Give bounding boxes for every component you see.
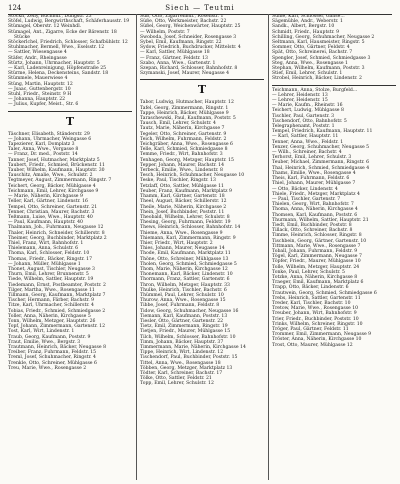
directory-entry: Tillmann, Georg, Kaufmann, Marktplatz 7 — [8, 292, 106, 298]
directory-entry: Traub, Georg, Kaufmann, Poststr. 9 — [8, 334, 91, 340]
directory-entry: Timm, Johann, Bäcker, Hauptstr. 37 — [140, 339, 224, 345]
directory-entry: — Karl, Sattler, Hauptstr. 11 — [272, 134, 339, 140]
directory-entry: Tempel, Friedrich, Kaufmann, Hauptstr. 11 — [272, 129, 373, 135]
directory-entry: — Franz, Gärtner, Feldstr. 13 — [140, 55, 208, 61]
directory-entry: Tischler, Paul, Gartenstr. 3 — [272, 113, 335, 119]
directory-entry: Tafel, Georg, Zimmermann, Ringstr. 1 — [140, 105, 229, 111]
directory-entry: Tillack, Otto, Schreiner, Bachstr. 8 — [272, 228, 353, 234]
directory-entry: Taubert, Friedr., Schmied, Brückenstr. 11 — [8, 162, 105, 168]
directory-entry: Swoboda, Josef, Schneider, Rosengasse 3 — [140, 34, 237, 40]
directory-entry: Tiede, Wilhelm, Sattler, Hauptstr. 19 — [8, 277, 94, 283]
directory-entry: Telegraphenamt, Poststr. 1 — [272, 124, 335, 130]
directory-entry: Szabo, Anna, Wwe., Gartenstr. 1 — [140, 60, 216, 66]
directory-entry: — Julius, Kupfer, Meist., Str. 6 — [8, 102, 79, 108]
directory-entry: Temme, Friedr., Wirt, Bahnhofstr. 3 — [140, 152, 223, 158]
directory-entry: Schmidt, Friedr., Hauptstr. 9 — [272, 29, 340, 35]
directory-entry: Thöne, Otto, Schreiner, Mühlgasse 13 — [140, 256, 229, 262]
directory-entry: Tiemann, Karl, Kaufmann, Poststr. 13 — [140, 313, 228, 319]
column-left — [8, 14, 132, 480]
directory-entry: Thonet, August, Tischler, Neugasse 3 — [8, 266, 95, 272]
directory-entry: Tischendorf, Otto, Bahnhofstr. 5 — [272, 118, 347, 124]
directory-entry: Thulke, Heinrich, Tischler, Bachstr. 6 — [140, 287, 227, 293]
directory-entry: — Johann, Uhrmacher, Weingasse 6 — [8, 136, 92, 142]
directory-entry: Terhorst, Emil, Lehrer, Schulstr. 3 — [272, 155, 352, 161]
directory-entry: Trier, Friedr., Buchbinder, Poststr. 10 — [272, 316, 359, 322]
directory-entry: Tapezierer, Karl, Domplatz 3 — [8, 142, 75, 148]
directory-entry: Tidow, Georg, Schuhmacher, Neugasse 16 — [140, 308, 239, 314]
directory-entry: Stürtz, Johann, Uhrmacher, Hauptstr. 5 — [8, 60, 100, 66]
directory-entry: Sandk., Albert, Bergstr. 10 — [272, 24, 335, 30]
directory-entry: Tabor, Ludwig, Hutmacher, Hauptstr. 12 — [140, 100, 234, 106]
directory-entry: — Paul, Kaufmann, Hauptstr. 40 — [8, 220, 83, 226]
directory-entry: Teßmann, Luise, Wwe., Hauptstr. 40 — [8, 214, 93, 220]
running-head — [8, 2, 392, 14]
directory-entry: Treder, Karl, Tischler, Bachstr. 10 — [272, 300, 351, 306]
directory-entry: Tödter, Karl, Schreiner, Bachstr. 17 — [140, 371, 223, 376]
directory-entry: Sydow, Friedrich, Buchdrucker, Mittelstr. 4 — [140, 45, 241, 51]
directory-entry: Tenhagen, Georg, Metzger, Hauptstr. 15 — [140, 157, 234, 163]
directory-entry: Tibbe, Josef, Fuhrmann, Feldstr. 8 — [140, 303, 220, 309]
directory-entry: — Lehrer, Heidenstr. 15 — [272, 98, 328, 104]
directory-entry: Thormann, Franz, Sattler, Gartenstr. 6 — [140, 277, 230, 283]
directory-entry: Thews, Heinrich, Schlosser, Bahnhofstr. 14 — [140, 225, 241, 231]
directory-entry: Treiber, Franz, Fuhrmann, Feldstr. 15 — [8, 350, 97, 356]
directory-entry: — Otto, Bäcker, Lindenstr. 4 — [272, 186, 338, 192]
directory-entry: Thieme, Anna, Wwe., Rosengasse 9 — [140, 230, 223, 236]
directory-entry: Tischendorf, Paul, Buchbinder, Poststr. 15 — [140, 355, 238, 361]
directory-entry: Taraschewski, Paul, Kaufmann, Poststr. 5 — [140, 116, 236, 122]
column-middle — [140, 14, 264, 480]
directory-entry: Tiedemann, Ernst, Postbeamter, Poststr. 2 — [8, 282, 106, 288]
directory-entry: — Marie, Kaufm., Rheinstr. 16 — [272, 103, 343, 109]
directory-entry: Tost, Karl, Wirt, Lindenstr. 1 — [8, 329, 75, 335]
directory-entry: Thiel, Johann, Maurer, Mühlgasse 7 — [272, 181, 356, 187]
directory-entry: Süße, Otto, Werkmeister, Bachstr. 22 — [140, 19, 227, 25]
directory-entry: Thalmann, Joh., Fuhrmann, Neugasse 12 — [8, 225, 104, 231]
directory-entry: Tietz, Emil, Zimmermann, Ringstr. 19 — [140, 324, 228, 330]
directory-entry: Theel, August, Bäcker, Schillerstr. 12 — [140, 199, 227, 205]
section-rule — [272, 85, 396, 86]
directory-entry: Thron, Wilhelm, Metzger, Hauptstr. 33 — [140, 282, 230, 288]
directory-entry: Thoma, Anna, Näherin, Kirchgasse 4 — [272, 207, 358, 213]
directory-entry: Taler, Anna, Wwe., Vorgasse 8 — [8, 147, 79, 153]
directory-entry: — Karl, Sattler, Mühlgasse 18 — [140, 50, 210, 56]
directory-entry: Theimer, Georg, Buchbinder, Marktplatz 2 — [8, 235, 107, 241]
directory-entry: Timme, Heinrich, Schlosser, Ringstr. 8 — [272, 233, 362, 239]
directory-entry: — Jsaac, Guttenbergstr. 10 — [8, 86, 71, 92]
column-divider — [268, 14, 269, 480]
directory-entry: — Paul, Tischler, Gartenstr. 7 — [272, 196, 341, 202]
directory-entry: Thode, Emil, Kaufmann, Marktplatz 11 — [140, 251, 231, 257]
directory-entry: Többen, Georg, Metzger, Marktplatz 13 — [140, 365, 233, 371]
directory-entry: Thiel, Franz, Wirt, Bahnhofstr. 1 — [8, 240, 84, 246]
directory-entry: Tretow, Marie, Wwe., Rosengasse 10 — [272, 306, 359, 312]
directory-entry: — Wilhelm, Poststr. 7 — [140, 29, 190, 35]
directory-entry: Tilger, Martha, Wwe., Rosengasse 11 — [8, 287, 95, 293]
directory-entry: Thal, Heinrich, Schmied, Schmiedgasse 4 — [272, 165, 370, 171]
directory-entry: Stuhlmacher, Bermell, Wwe., Eselsstr. 12 — [8, 45, 105, 51]
directory-entry: Thielen, Georg, Wirt, Bahnhofstr. 7 — [272, 202, 354, 208]
directory-entry: Tenner, Anna, Wwe., Feldstr. 1 — [272, 139, 344, 145]
section-letter: T — [65, 114, 75, 128]
directory-entry: Theobald, Wilhelm, Lehrer, Schulstr. 8 — [140, 214, 230, 220]
directory-entry: Trommer, Emil, Zimmermann, Neugasse 9 — [272, 332, 372, 338]
directory-entry: Treu, Marie, Wwe., Rosengasse 2 — [8, 365, 87, 371]
directory-entry: Thier, Friedr., Wirt, Hauptstr. 2 — [140, 240, 213, 246]
directory-entry: Teichgräber, Anna, Wwe., Rosengasse 6 — [140, 142, 233, 148]
directory-entry: Timmermann, Marie, Näherin, Kirchgasse 14 — [140, 344, 246, 350]
directory-entry: Tautz, Marie, Näherin, Kirchgasse 7 — [140, 126, 225, 132]
directory-entry: Tonke, Paul, Lehrer, Schulstr. 5 — [272, 269, 345, 275]
directory-entry: Tanner, Josef, Hutmacher, Marktplatz 5 — [8, 157, 100, 163]
directory-entry: Telle, Karl, Schmied, Schmiedgasse 8 — [140, 147, 228, 153]
directory-entry: Tögel, Karl, Zimmermann, Neugasse 7 — [272, 254, 362, 260]
directory-entry: — Sattler, Wiesengasse 4 — [8, 50, 67, 56]
directory-entry: Sybel, Emil, Kaufmann, Ringstr. 22 — [140, 40, 222, 46]
directory-entry: Tenner, Christian, Maurer, Bachstr. 3 — [8, 209, 95, 215]
directory-entry: Stuhl, Friedr., Steinstr. 9 H — [8, 92, 72, 98]
directory-entry: Thoma, Karl, Schlosser, Feldstr. 10 — [8, 251, 90, 257]
directory-entry: Treml, Josef, Schuhmacher, Ringstr. 4 — [8, 355, 96, 361]
directory-entry: Trautmann, Heinrich, Bäcker, Neugasse 8 — [8, 344, 106, 350]
directory-entry: Teske, Paul, Tischler, Ringstr. 13 — [140, 178, 216, 184]
directory-entry: Stöfel, Ludwig, Bergwirthschaft, Schäferhausstr. 19 — [8, 19, 130, 25]
directory-entry: Tröster, Anna, Näherin, Kirchgasse 10 — [272, 337, 362, 343]
directory-entry: Thomas, Friedr., Bäcker, Ringstr. 17 — [8, 256, 93, 262]
directory-entry: — Marie, Näherin, Kirchgasse 9 — [8, 194, 83, 200]
directory-entry: Tischer, Hermann, Färber, Bachstr. 9 — [8, 298, 95, 304]
directory-entry: — Wilh., Schreiner, Bachstr. 4 — [272, 150, 342, 156]
directory-entry: Theile, Marie, Näherin, Kirchgasse 2 — [140, 204, 227, 210]
directory-entry: Teller, Karl, Gärtner, Lindenstr. 16 — [8, 199, 88, 205]
page-number: 124 — [8, 4, 22, 12]
directory-entry: Toller, Anna, Näherin, Kirchgasse 5 — [8, 313, 91, 319]
directory-entry: Stöckh, Zelly, Buchhdl., Düngstr. 23 — [8, 14, 92, 19]
directory-entry: Trapp, Otto, Bäcker, Lindenstr. 6 — [272, 285, 349, 291]
directory-entry: Tittmann, Marie, Wwe., Rosengasse 7 — [272, 243, 361, 249]
directory-entry: Tröger, Paul, Gärtner, Feldstr. 11 — [272, 326, 349, 332]
directory-entry: Seltmann, Karl, Hausmeister, Ringstr. 5 — [272, 40, 365, 46]
directory-entry: Tolle, Wilhelm, Metzger, Hauptstr. 24 — [272, 264, 360, 270]
directory-entry: Stümagel, Oberstr. 12 Weinhdl. — [8, 24, 82, 30]
directory-entry: — Lehrer, Heidenstr. 13 — [272, 92, 328, 98]
directory-entry: Töpfer, Friedr., Maurer, Mühlgasse 10 — [272, 259, 361, 265]
directory-entry: Thom, Marie, Näherin, Kirchgasse 12 — [140, 266, 228, 272]
section-rule — [8, 111, 132, 112]
directory-entry: Tenzer, Georg, Schuhmacher, Neugasse 5 — [272, 144, 370, 150]
directory-entry: Terbeck, Emilie, Wwe., Lindenstr. 8 — [140, 168, 223, 174]
directory-entry: Teich, Wilhelm, Fuhrmann, Feldstr. 2 — [140, 136, 227, 142]
section-rule — [140, 79, 264, 80]
directory-entry: Thies, Johann, Maurer, Neugasse 14 — [140, 246, 225, 252]
directory-entry: Thielemann, Anna, Schulstr. 6 — [8, 246, 79, 252]
directory-entry: Steg, Anna, Wwe., Rosengasse 1 — [272, 60, 348, 66]
directory-entry: Thiemann, Karl, Zimmermann, Ringstr. 9 — [140, 235, 236, 241]
directory-entry: Spät, Otto, Schreinerei, Bachstr. 7 — [272, 50, 353, 56]
directory-entry: Süß, Otto, Zigarrenhdl., Rosenstr. 1 — [140, 14, 224, 19]
directory-entry: Teuber, Franz, Kaufmann, Marktplatz 9 — [140, 188, 232, 194]
directory-entry: Thamm, Karl, Gärtner, Gartenstr. 18 — [140, 194, 225, 200]
directory-entry: — Franz, Dr. med., Poststr. 14 — [8, 152, 78, 158]
directory-entry: Tobias, Friedr., Schmied, Schmiedgasse 2 — [8, 308, 106, 314]
directory-entry: Treuber, Johann, Wirt, Bahnhofstr. 9 — [272, 311, 357, 317]
directory-entry: Trost, Otto, Maurer, Mühlgasse 12 — [272, 342, 353, 348]
directory-entry: Tölke, Otto, Sattler, Feldstr. 21 — [140, 376, 212, 382]
directory-entry: Topf, Johann, Zimmermann, Gartenstr. 12 — [8, 324, 106, 330]
directory-entry: Tepper, Johann, Maurer, Bachstr. 14 — [140, 162, 225, 168]
directory-entry: Tischbein, Georg, Gärtner, Gartenstr. 10 — [272, 238, 367, 244]
directory-entry: Süßel, Georg, Weichenwärter, Hauptstr. 25 — [140, 24, 241, 30]
column-right — [272, 14, 396, 480]
directory-entry: — Karl, Ladenreinigung, Höpfenstraße 25 — [8, 66, 107, 72]
directory-entry: Trenkle, Otto, Schreiner, Mühlgasse 6 — [8, 360, 97, 366]
directory-entry: Thein, Josef, Buchbinder, Poststr. 11 — [140, 209, 225, 215]
directory-entry: Tesch, Heinrich, Schuhmacher, Neugasse 10 — [140, 173, 245, 179]
directory-entry: Tauschitz, Amalie, Wwe., Schulstr. 2 — [8, 173, 93, 179]
directory-entry: Stümagel, Ant., Zigarre, Ecke der Bärenstr. 18 Stücke — [8, 29, 117, 40]
directory-entry: Tempel, Otto, Schreiner, Gartenstr. 21 — [8, 204, 98, 210]
directory-entry: Trinks, Wilhelm, Schreiner, Ringstr. 10 — [272, 321, 363, 327]
directory-entry: Stephan, Wilhelm, Kaufmann, Poststr. 3 — [272, 66, 365, 72]
directory-entry: Stief, Emil, Lehrer, Schulstr. 1 — [272, 71, 343, 77]
directory-entry: Thurn, Emil, Lehrer, Brunnenstr. 5 — [8, 272, 89, 278]
directory-entry: Thesing, Georg, Fuhrmann, Feldstr. 19 — [140, 220, 231, 226]
directory-entry: Tittel, Anna, Wwe., Rosengasse 18 — [140, 360, 221, 366]
directory-entry: Traeger, Emil, Kaufmann, Marktplatz 6 — [272, 280, 364, 286]
directory-entry: Stümmele, Mauerwiese 4 — [8, 76, 68, 82]
directory-entry: Tappe, Heinrich, Bäcker, Mühlgasse 9 — [140, 110, 229, 116]
directory-entry: Thurmann, Wilhelm, Sattler, Hauptstr. 21 — [272, 217, 369, 223]
directory-entry: Suhle, Karl, Schlosser, Gänse... — [272, 14, 345, 19]
directory-entry: Traut, Emilie, Wwe., Bergstr. 3 — [8, 339, 81, 345]
directory-entry: Szymanski, Josef, Maurer, Neugasse 4 — [140, 71, 230, 77]
directory-entry: Teichmann, Emil, Lehrer, Kirchgasse 9 — [8, 188, 99, 194]
directory-entry: Tegtmeyer, August, Zimmermann, Ringstr. 7 — [8, 178, 112, 184]
directory-entry: Stöckerlchel, Friedrich, Schlosser, Schafbühlstr. 12 — [8, 40, 128, 46]
directory-entry: Stüng, Martin, Hauptstr. 12 — [8, 81, 73, 87]
directory-entry: Stürme, Helena, Deckensteins, Sandstr. 18 — [8, 71, 109, 77]
directory-entry: Toball, Johann, Fuhrmann, Feldstr. 9 — [272, 248, 358, 254]
directory-entry: — Johanna, Hauptstr. 22 — [8, 97, 66, 103]
directory-entry: Thurow, Anna, Wwe., Rosengasse 15 — [140, 298, 226, 304]
directory-entry: — Johann, Müller, Mühlgasse 1 — [8, 261, 81, 267]
section-letter: T — [197, 83, 207, 97]
directory-entry: Thomsen, Karl, Kaufmann, Poststr. 6 — [272, 212, 358, 218]
directory-entry: Teichmann, Anna, Stolze, Burgfeld... — [272, 87, 358, 93]
directory-entry: Trautwein, Georg, Schmied, Schmiedgasse 6 — [272, 290, 377, 296]
directory-entry: Tietjen, Friedr., Maurer, Mühlgasse 15 — [140, 329, 231, 335]
directory-entry: Tiedt, Emil, Buchbinder, Poststr. 8 — [272, 222, 352, 228]
directory-entry: Tonn, Wilhelm, Metzger, Hauptstr. 26 — [8, 318, 96, 324]
directory-entry: Titze, Karl, Uhrmacher, Schillerstr. 4 — [8, 303, 94, 309]
directory-entry: Thonemann, Karl, Bäcker, Lindenstr. 10 — [140, 272, 233, 278]
directory-entry: Sommer, Otto, Gärtner, Feldstr. 4 — [272, 45, 350, 51]
directory-entry: Trebs, Heinrich, Sattler, Gartenstr. 11 — [272, 295, 361, 301]
directory-entry: Thümmel, Paul, Lehrer, Schulstr. 10 — [140, 292, 224, 298]
directory-entry: Tetzlaff, Otto, Sattler, Mühlgasse 11 — [140, 183, 224, 189]
directory-entry: Tholen, Georg, Schmied, Schmiedgasse 5 — [140, 261, 237, 267]
column-divider — [136, 14, 137, 480]
directory-entry: Totzke, Anna, Näherin, Kirchgasse 8 — [272, 274, 358, 280]
directory-entry: Schilling, Georg, Schuhmacher, Neugasse 2 — [272, 34, 375, 40]
directory-entry: Thaler, Heinrich, Schneider, Schillerstr. 8 — [8, 230, 105, 236]
directory-entry: Thams, Emilie, Wwe., Rosengasse 4 — [272, 170, 356, 176]
directory-entry: Szepan, Richard, Schlosser, Bahnhofstr. 8 — [140, 66, 238, 72]
directory-entry: Topp, Emil, Lehrer, Schulstr. 12 — [140, 381, 214, 387]
directory-entry: Teuber, Michael, Zimmermann, Ringstr. 6 — [272, 160, 369, 166]
directory-entry: Tauber, Wilhelm, Kaufmann, Hauptstr. 30 — [8, 168, 105, 174]
directory-entry: Sägemühle, Andr., Weberstr. 1 — [272, 19, 343, 25]
directory-entry: Teichert, Georg, Bäcker, Mühlgasse 4 — [8, 183, 96, 189]
directory-entry: Stäfer, Andr., Rheingasse — [8, 55, 67, 61]
directory-entry: Tippe, Heinrich, Wirt, Lindenstr. 12 — [140, 350, 224, 356]
directory-entry: Tausch, Emil, Lehrer, Schulstr. 4 — [140, 121, 216, 127]
directory-entry: Tiesler, Otto, Gärtner, Gartenstr. 22 — [140, 318, 224, 324]
directory-entry: Teichert, Ludwig, Mühlgasse 8 — [272, 108, 344, 114]
directory-entry: Tilch, Wilhelm, Schlosser, Bahnhofstr. 10 — [140, 334, 236, 340]
directory-entry: Spengler, Josef, Schmied, Schmiedgasse 3 — [272, 55, 371, 61]
directory-entry: Täschner, Elisabeth, Ständerstr. 29 — [8, 131, 90, 137]
directory-entry: Tegeler, Otto, Schreiner, Gartenstr. 9 — [140, 131, 227, 137]
running-head-words: Siech — Teutmi — [165, 4, 235, 12]
directory-entry: Theis, Karl, Fuhrmann, Feldstr. 6 — [272, 176, 350, 182]
directory-entry: Strobel, Heinrich, Bäcker, Lindenstr. 2 — [272, 76, 362, 82]
directory-entry: Thiele, Friedr., Metzger, Marktplatz 4 — [272, 191, 360, 197]
